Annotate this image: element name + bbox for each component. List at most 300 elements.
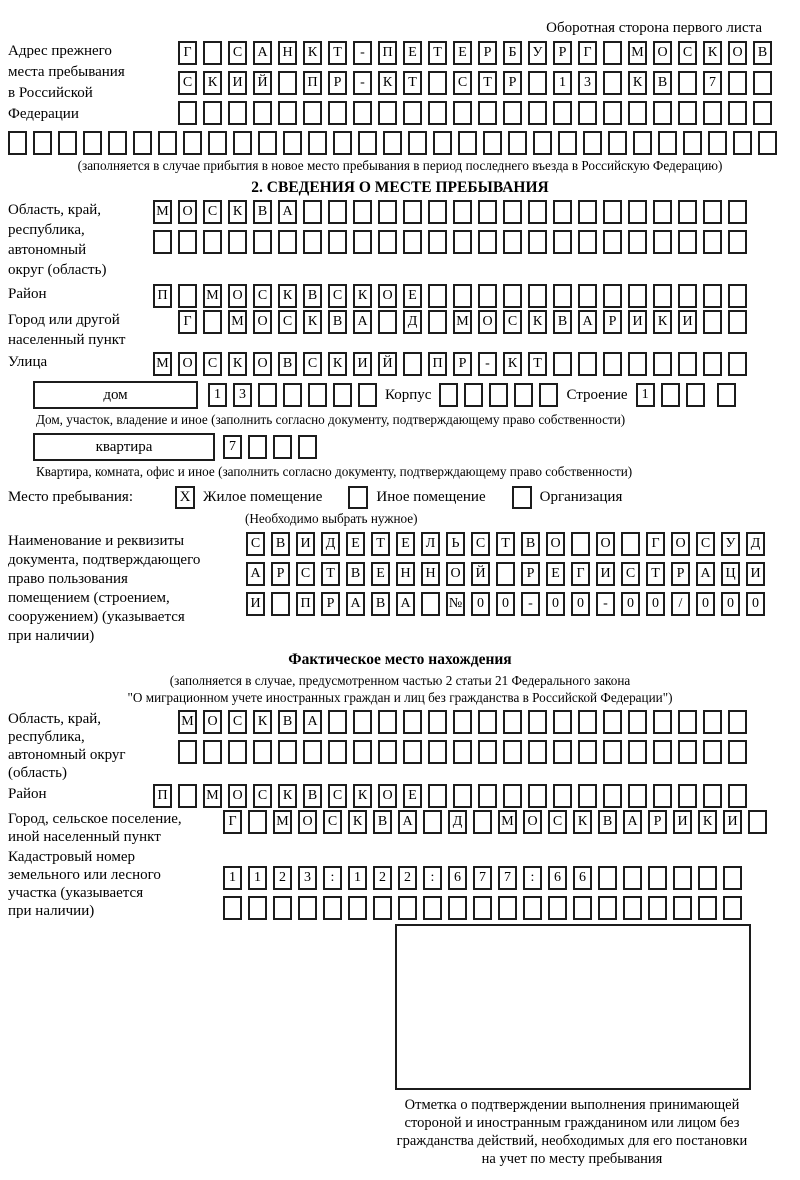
form-cell[interactable]: В bbox=[278, 352, 297, 376]
form-cell[interactable] bbox=[603, 41, 622, 65]
form-cell[interactable]: О bbox=[253, 352, 272, 376]
form-cell[interactable] bbox=[623, 896, 642, 920]
form-cell[interactable] bbox=[603, 710, 622, 734]
form-cell[interactable] bbox=[598, 896, 617, 920]
form-cell[interactable] bbox=[553, 200, 572, 224]
form-cell[interactable] bbox=[283, 131, 302, 155]
form-cell[interactable]: 1 bbox=[348, 866, 367, 890]
form-cell[interactable]: У bbox=[721, 532, 740, 556]
form-cell[interactable]: А bbox=[303, 710, 322, 734]
form-cell[interactable] bbox=[683, 131, 702, 155]
form-cell[interactable] bbox=[728, 230, 747, 254]
form-cell[interactable] bbox=[753, 101, 772, 125]
form-cell[interactable]: И bbox=[678, 310, 697, 334]
form-cell[interactable]: Г bbox=[646, 532, 665, 556]
form-cell[interactable]: Т bbox=[403, 71, 422, 95]
form-cell[interactable] bbox=[753, 71, 772, 95]
form-cell[interactable] bbox=[178, 284, 197, 308]
form-cell[interactable]: С bbox=[453, 71, 472, 95]
form-cell[interactable]: Р bbox=[478, 41, 497, 65]
form-cell[interactable]: : bbox=[323, 866, 342, 890]
form-cell[interactable]: 6 bbox=[548, 866, 567, 890]
form-cell[interactable] bbox=[653, 200, 672, 224]
checkbox-residential-premises[interactable]: X bbox=[175, 486, 195, 509]
form-cell[interactable]: Е bbox=[403, 284, 422, 308]
form-cell[interactable] bbox=[603, 740, 622, 764]
form-cell[interactable] bbox=[728, 352, 747, 376]
form-cell[interactable] bbox=[353, 230, 372, 254]
form-cell[interactable]: В bbox=[278, 710, 297, 734]
form-cell[interactable] bbox=[253, 740, 272, 764]
form-cell[interactable] bbox=[423, 896, 442, 920]
form-cell[interactable] bbox=[528, 71, 547, 95]
form-cell[interactable]: 0 bbox=[721, 592, 740, 616]
form-cell[interactable] bbox=[703, 101, 722, 125]
form-cell[interactable]: С bbox=[228, 41, 247, 65]
form-cell[interactable] bbox=[603, 284, 622, 308]
form-cell[interactable]: Е bbox=[546, 562, 565, 586]
form-cell[interactable] bbox=[478, 284, 497, 308]
form-cell[interactable]: Р bbox=[603, 310, 622, 334]
form-cell[interactable] bbox=[428, 71, 447, 95]
form-cell[interactable] bbox=[473, 810, 492, 834]
form-cell[interactable] bbox=[403, 200, 422, 224]
form-cell[interactable] bbox=[408, 131, 427, 155]
form-cell[interactable] bbox=[278, 230, 297, 254]
form-cell[interactable]: 2 bbox=[273, 866, 292, 890]
form-cell[interactable]: К bbox=[353, 284, 372, 308]
form-cell[interactable] bbox=[728, 784, 747, 808]
form-cell[interactable] bbox=[428, 230, 447, 254]
form-cell[interactable] bbox=[553, 284, 572, 308]
form-cell[interactable] bbox=[528, 101, 547, 125]
form-cell[interactable]: - bbox=[596, 592, 615, 616]
form-cell[interactable] bbox=[483, 131, 502, 155]
form-cell[interactable] bbox=[728, 710, 747, 734]
form-cell[interactable] bbox=[708, 131, 727, 155]
form-cell[interactable]: О bbox=[378, 784, 397, 808]
form-cell[interactable] bbox=[428, 710, 447, 734]
form-cell[interactable] bbox=[108, 131, 127, 155]
form-cell[interactable]: Т bbox=[428, 41, 447, 65]
form-cell[interactable] bbox=[453, 710, 472, 734]
form-cell[interactable] bbox=[133, 131, 152, 155]
form-cell[interactable]: Г bbox=[178, 310, 197, 334]
form-cell[interactable]: Р bbox=[503, 71, 522, 95]
form-cell[interactable] bbox=[598, 866, 617, 890]
form-cell[interactable]: 7 bbox=[498, 866, 517, 890]
form-cell[interactable] bbox=[178, 101, 197, 125]
form-cell[interactable]: Р bbox=[321, 592, 340, 616]
form-cell[interactable] bbox=[603, 352, 622, 376]
form-cell[interactable]: В bbox=[521, 532, 540, 556]
form-cell[interactable] bbox=[678, 710, 697, 734]
form-cell[interactable]: К bbox=[378, 71, 397, 95]
form-cell[interactable]: К bbox=[328, 352, 347, 376]
form-cell[interactable]: Р bbox=[521, 562, 540, 586]
form-cell[interactable] bbox=[333, 383, 352, 407]
form-cell[interactable] bbox=[403, 101, 422, 125]
form-cell[interactable]: № bbox=[446, 592, 465, 616]
form-cell[interactable] bbox=[728, 740, 747, 764]
form-cell[interactable]: В bbox=[371, 592, 390, 616]
form-cell[interactable] bbox=[703, 200, 722, 224]
form-cell[interactable]: О bbox=[203, 710, 222, 734]
form-cell[interactable] bbox=[228, 740, 247, 764]
form-cell[interactable]: А bbox=[253, 41, 272, 65]
form-cell[interactable] bbox=[678, 284, 697, 308]
form-cell[interactable] bbox=[203, 101, 222, 125]
form-cell[interactable]: Й bbox=[471, 562, 490, 586]
form-cell[interactable] bbox=[603, 200, 622, 224]
form-cell[interactable] bbox=[453, 740, 472, 764]
form-cell[interactable] bbox=[603, 784, 622, 808]
form-cell[interactable] bbox=[421, 592, 440, 616]
form-cell[interactable] bbox=[453, 230, 472, 254]
form-cell[interactable]: И bbox=[296, 532, 315, 556]
form-cell[interactable] bbox=[661, 383, 680, 407]
form-cell[interactable] bbox=[553, 352, 572, 376]
form-cell[interactable]: Е bbox=[346, 532, 365, 556]
form-cell[interactable] bbox=[653, 352, 672, 376]
form-cell[interactable]: С bbox=[278, 310, 297, 334]
form-cell[interactable] bbox=[733, 131, 752, 155]
form-cell[interactable] bbox=[523, 896, 542, 920]
form-cell[interactable] bbox=[571, 532, 590, 556]
form-cell[interactable]: 0 bbox=[571, 592, 590, 616]
form-cell[interactable]: Р bbox=[671, 562, 690, 586]
form-cell[interactable] bbox=[248, 435, 267, 459]
form-cell[interactable]: Т bbox=[478, 71, 497, 95]
form-cell[interactable] bbox=[428, 784, 447, 808]
form-cell[interactable] bbox=[528, 740, 547, 764]
form-cell[interactable]: : bbox=[523, 866, 542, 890]
form-cell[interactable]: К bbox=[348, 810, 367, 834]
form-cell[interactable] bbox=[578, 784, 597, 808]
form-cell[interactable]: И bbox=[228, 71, 247, 95]
form-cell[interactable]: В bbox=[346, 562, 365, 586]
form-cell[interactable]: Е bbox=[403, 784, 422, 808]
form-cell[interactable]: 0 bbox=[471, 592, 490, 616]
form-cell[interactable] bbox=[728, 200, 747, 224]
form-cell[interactable] bbox=[328, 230, 347, 254]
form-cell[interactable] bbox=[253, 101, 272, 125]
form-cell[interactable]: А bbox=[278, 200, 297, 224]
form-cell[interactable]: О bbox=[596, 532, 615, 556]
form-cell[interactable]: - bbox=[353, 71, 372, 95]
form-cell[interactable] bbox=[553, 784, 572, 808]
form-cell[interactable]: В bbox=[373, 810, 392, 834]
form-cell[interactable]: 0 bbox=[746, 592, 765, 616]
form-cell[interactable]: Е bbox=[453, 41, 472, 65]
form-cell[interactable]: О bbox=[653, 41, 672, 65]
form-cell[interactable] bbox=[308, 383, 327, 407]
form-cell[interactable]: Г bbox=[571, 562, 590, 586]
form-cell[interactable] bbox=[153, 230, 172, 254]
form-cell[interactable] bbox=[698, 866, 717, 890]
form-cell[interactable] bbox=[628, 352, 647, 376]
form-cell[interactable] bbox=[528, 710, 547, 734]
form-cell[interactable]: В bbox=[271, 532, 290, 556]
form-cell[interactable]: П bbox=[153, 284, 172, 308]
form-cell[interactable] bbox=[553, 101, 572, 125]
form-cell[interactable] bbox=[478, 230, 497, 254]
form-cell[interactable]: А bbox=[396, 592, 415, 616]
form-cell[interactable] bbox=[303, 200, 322, 224]
form-cell[interactable]: К bbox=[628, 71, 647, 95]
form-cell[interactable]: М bbox=[153, 352, 172, 376]
form-cell[interactable]: Н bbox=[396, 562, 415, 586]
form-cell[interactable]: Ц bbox=[721, 562, 740, 586]
form-cell[interactable] bbox=[178, 230, 197, 254]
form-cell[interactable]: О bbox=[671, 532, 690, 556]
form-cell[interactable] bbox=[503, 200, 522, 224]
form-cell[interactable] bbox=[403, 710, 422, 734]
form-cell[interactable]: С bbox=[296, 562, 315, 586]
form-cell[interactable] bbox=[403, 740, 422, 764]
form-cell[interactable]: К bbox=[228, 200, 247, 224]
form-cell[interactable] bbox=[603, 230, 622, 254]
form-cell[interactable] bbox=[478, 784, 497, 808]
form-cell[interactable]: Т bbox=[371, 532, 390, 556]
form-cell[interactable]: В bbox=[653, 71, 672, 95]
form-cell[interactable] bbox=[478, 101, 497, 125]
form-cell[interactable] bbox=[248, 896, 267, 920]
form-cell[interactable] bbox=[658, 131, 677, 155]
form-cell[interactable]: С bbox=[328, 784, 347, 808]
form-cell[interactable] bbox=[528, 200, 547, 224]
form-cell[interactable]: Е bbox=[403, 41, 422, 65]
form-cell[interactable] bbox=[648, 866, 667, 890]
form-cell[interactable]: К bbox=[573, 810, 592, 834]
checkbox-other-premises[interactable] bbox=[348, 486, 368, 509]
form-cell[interactable]: Т bbox=[496, 532, 515, 556]
form-cell[interactable] bbox=[273, 435, 292, 459]
form-cell[interactable]: Н bbox=[421, 562, 440, 586]
form-cell[interactable] bbox=[428, 740, 447, 764]
form-cell[interactable] bbox=[333, 131, 352, 155]
form-cell[interactable]: В bbox=[328, 310, 347, 334]
form-cell[interactable]: 6 bbox=[573, 866, 592, 890]
form-cell[interactable] bbox=[608, 131, 627, 155]
form-cell[interactable] bbox=[428, 200, 447, 224]
form-cell[interactable]: П bbox=[378, 41, 397, 65]
form-cell[interactable]: К bbox=[203, 71, 222, 95]
form-cell[interactable]: 3 bbox=[298, 866, 317, 890]
form-cell[interactable] bbox=[278, 101, 297, 125]
form-cell[interactable]: К bbox=[228, 352, 247, 376]
form-cell[interactable] bbox=[278, 740, 297, 764]
form-cell[interactable] bbox=[503, 740, 522, 764]
form-cell[interactable]: Е bbox=[396, 532, 415, 556]
form-cell[interactable] bbox=[583, 131, 602, 155]
form-cell[interactable]: К bbox=[528, 310, 547, 334]
form-cell[interactable] bbox=[653, 101, 672, 125]
form-cell[interactable] bbox=[478, 710, 497, 734]
form-cell[interactable] bbox=[178, 740, 197, 764]
form-cell[interactable]: 3 bbox=[578, 71, 597, 95]
form-cell[interactable] bbox=[158, 131, 177, 155]
form-cell[interactable] bbox=[328, 740, 347, 764]
form-cell[interactable]: Е bbox=[371, 562, 390, 586]
form-cell[interactable]: К bbox=[653, 310, 672, 334]
form-cell[interactable] bbox=[228, 101, 247, 125]
form-cell[interactable] bbox=[373, 896, 392, 920]
form-cell[interactable]: С bbox=[328, 284, 347, 308]
form-cell[interactable] bbox=[503, 284, 522, 308]
form-cell[interactable]: А bbox=[696, 562, 715, 586]
form-cell[interactable]: О bbox=[728, 41, 747, 65]
form-cell[interactable]: М bbox=[228, 310, 247, 334]
form-cell[interactable]: 0 bbox=[696, 592, 715, 616]
form-cell[interactable]: А bbox=[623, 810, 642, 834]
form-cell[interactable] bbox=[248, 810, 267, 834]
form-cell[interactable] bbox=[533, 131, 552, 155]
form-cell[interactable] bbox=[628, 284, 647, 308]
form-cell[interactable] bbox=[703, 310, 722, 334]
form-cell[interactable]: С bbox=[253, 784, 272, 808]
form-cell[interactable] bbox=[83, 131, 102, 155]
form-cell[interactable]: С bbox=[678, 41, 697, 65]
form-cell[interactable]: 0 bbox=[646, 592, 665, 616]
form-cell[interactable] bbox=[328, 200, 347, 224]
form-cell[interactable]: У bbox=[528, 41, 547, 65]
form-cell[interactable]: 1 bbox=[636, 383, 655, 407]
form-cell[interactable]: О bbox=[446, 562, 465, 586]
form-cell[interactable] bbox=[628, 200, 647, 224]
form-cell[interactable] bbox=[723, 896, 742, 920]
form-cell[interactable]: И bbox=[246, 592, 265, 616]
form-cell[interactable] bbox=[578, 101, 597, 125]
form-cell[interactable] bbox=[283, 383, 302, 407]
form-cell[interactable]: Г bbox=[578, 41, 597, 65]
form-cell[interactable] bbox=[58, 131, 77, 155]
form-cell[interactable] bbox=[633, 131, 652, 155]
form-cell[interactable] bbox=[578, 710, 597, 734]
form-cell[interactable]: 2 bbox=[373, 866, 392, 890]
form-cell[interactable]: И bbox=[723, 810, 742, 834]
form-cell[interactable] bbox=[528, 230, 547, 254]
form-cell[interactable] bbox=[503, 230, 522, 254]
form-cell[interactable] bbox=[673, 866, 692, 890]
form-cell[interactable] bbox=[703, 230, 722, 254]
form-cell[interactable]: С bbox=[471, 532, 490, 556]
form-cell[interactable] bbox=[621, 532, 640, 556]
form-cell[interactable] bbox=[8, 131, 27, 155]
form-cell[interactable]: О bbox=[178, 352, 197, 376]
form-cell[interactable] bbox=[433, 131, 452, 155]
checkbox-organization[interactable] bbox=[512, 486, 532, 509]
form-cell[interactable] bbox=[183, 131, 202, 155]
form-cell[interactable]: Л bbox=[421, 532, 440, 556]
form-cell[interactable]: М bbox=[273, 810, 292, 834]
form-cell[interactable] bbox=[578, 284, 597, 308]
form-cell[interactable] bbox=[428, 101, 447, 125]
form-cell[interactable] bbox=[403, 230, 422, 254]
form-cell[interactable] bbox=[628, 230, 647, 254]
form-cell[interactable] bbox=[678, 784, 697, 808]
form-cell[interactable]: 0 bbox=[621, 592, 640, 616]
form-cell[interactable] bbox=[578, 352, 597, 376]
form-cell[interactable]: С bbox=[548, 810, 567, 834]
form-cell[interactable]: - bbox=[521, 592, 540, 616]
form-cell[interactable]: 7 bbox=[703, 71, 722, 95]
form-cell[interactable] bbox=[728, 310, 747, 334]
form-cell[interactable] bbox=[378, 310, 397, 334]
form-cell[interactable]: К bbox=[303, 310, 322, 334]
form-cell[interactable] bbox=[653, 230, 672, 254]
form-cell[interactable]: 0 bbox=[496, 592, 515, 616]
form-cell[interactable]: О bbox=[253, 310, 272, 334]
form-cell[interactable] bbox=[428, 284, 447, 308]
form-cell[interactable] bbox=[353, 710, 372, 734]
form-cell[interactable]: 1 bbox=[223, 866, 242, 890]
form-cell[interactable] bbox=[223, 896, 242, 920]
form-cell[interactable]: К bbox=[278, 284, 297, 308]
form-cell[interactable] bbox=[653, 784, 672, 808]
form-cell[interactable]: П bbox=[303, 71, 322, 95]
form-cell[interactable]: В bbox=[253, 200, 272, 224]
form-cell[interactable]: Ь bbox=[446, 532, 465, 556]
form-cell[interactable] bbox=[653, 284, 672, 308]
form-cell[interactable] bbox=[528, 284, 547, 308]
form-cell[interactable]: С bbox=[696, 532, 715, 556]
form-cell[interactable] bbox=[203, 740, 222, 764]
form-cell[interactable]: 1 bbox=[553, 71, 572, 95]
form-cell[interactable] bbox=[489, 383, 508, 407]
form-cell[interactable] bbox=[628, 710, 647, 734]
form-cell[interactable]: Р bbox=[648, 810, 667, 834]
form-cell[interactable] bbox=[428, 310, 447, 334]
form-cell[interactable]: П bbox=[296, 592, 315, 616]
form-cell[interactable] bbox=[758, 131, 777, 155]
form-cell[interactable] bbox=[273, 896, 292, 920]
form-cell[interactable] bbox=[303, 230, 322, 254]
form-cell[interactable]: О bbox=[523, 810, 542, 834]
form-cell[interactable]: И bbox=[353, 352, 372, 376]
form-cell[interactable] bbox=[703, 784, 722, 808]
form-cell[interactable] bbox=[328, 101, 347, 125]
form-cell[interactable]: А bbox=[353, 310, 372, 334]
form-cell[interactable]: Й bbox=[253, 71, 272, 95]
form-cell[interactable]: Р bbox=[553, 41, 572, 65]
form-cell[interactable]: М bbox=[453, 310, 472, 334]
form-cell[interactable] bbox=[203, 230, 222, 254]
form-cell[interactable] bbox=[673, 896, 692, 920]
form-cell[interactable]: А bbox=[246, 562, 265, 586]
form-cell[interactable] bbox=[558, 131, 577, 155]
form-cell[interactable]: Д bbox=[448, 810, 467, 834]
form-cell[interactable]: М bbox=[628, 41, 647, 65]
form-cell[interactable] bbox=[378, 200, 397, 224]
form-cell[interactable]: А bbox=[346, 592, 365, 616]
form-cell[interactable]: М bbox=[203, 284, 222, 308]
form-cell[interactable] bbox=[228, 230, 247, 254]
form-cell[interactable]: Б bbox=[503, 41, 522, 65]
form-cell[interactable] bbox=[303, 740, 322, 764]
form-cell[interactable] bbox=[203, 310, 222, 334]
form-cell[interactable]: М bbox=[153, 200, 172, 224]
form-cell[interactable] bbox=[298, 896, 317, 920]
form-cell[interactable] bbox=[378, 230, 397, 254]
form-cell[interactable] bbox=[473, 896, 492, 920]
form-cell[interactable] bbox=[678, 101, 697, 125]
form-cell[interactable]: И bbox=[673, 810, 692, 834]
form-cell[interactable] bbox=[703, 740, 722, 764]
form-cell[interactable] bbox=[448, 896, 467, 920]
form-cell[interactable]: К bbox=[253, 710, 272, 734]
form-cell[interactable]: С bbox=[246, 532, 265, 556]
